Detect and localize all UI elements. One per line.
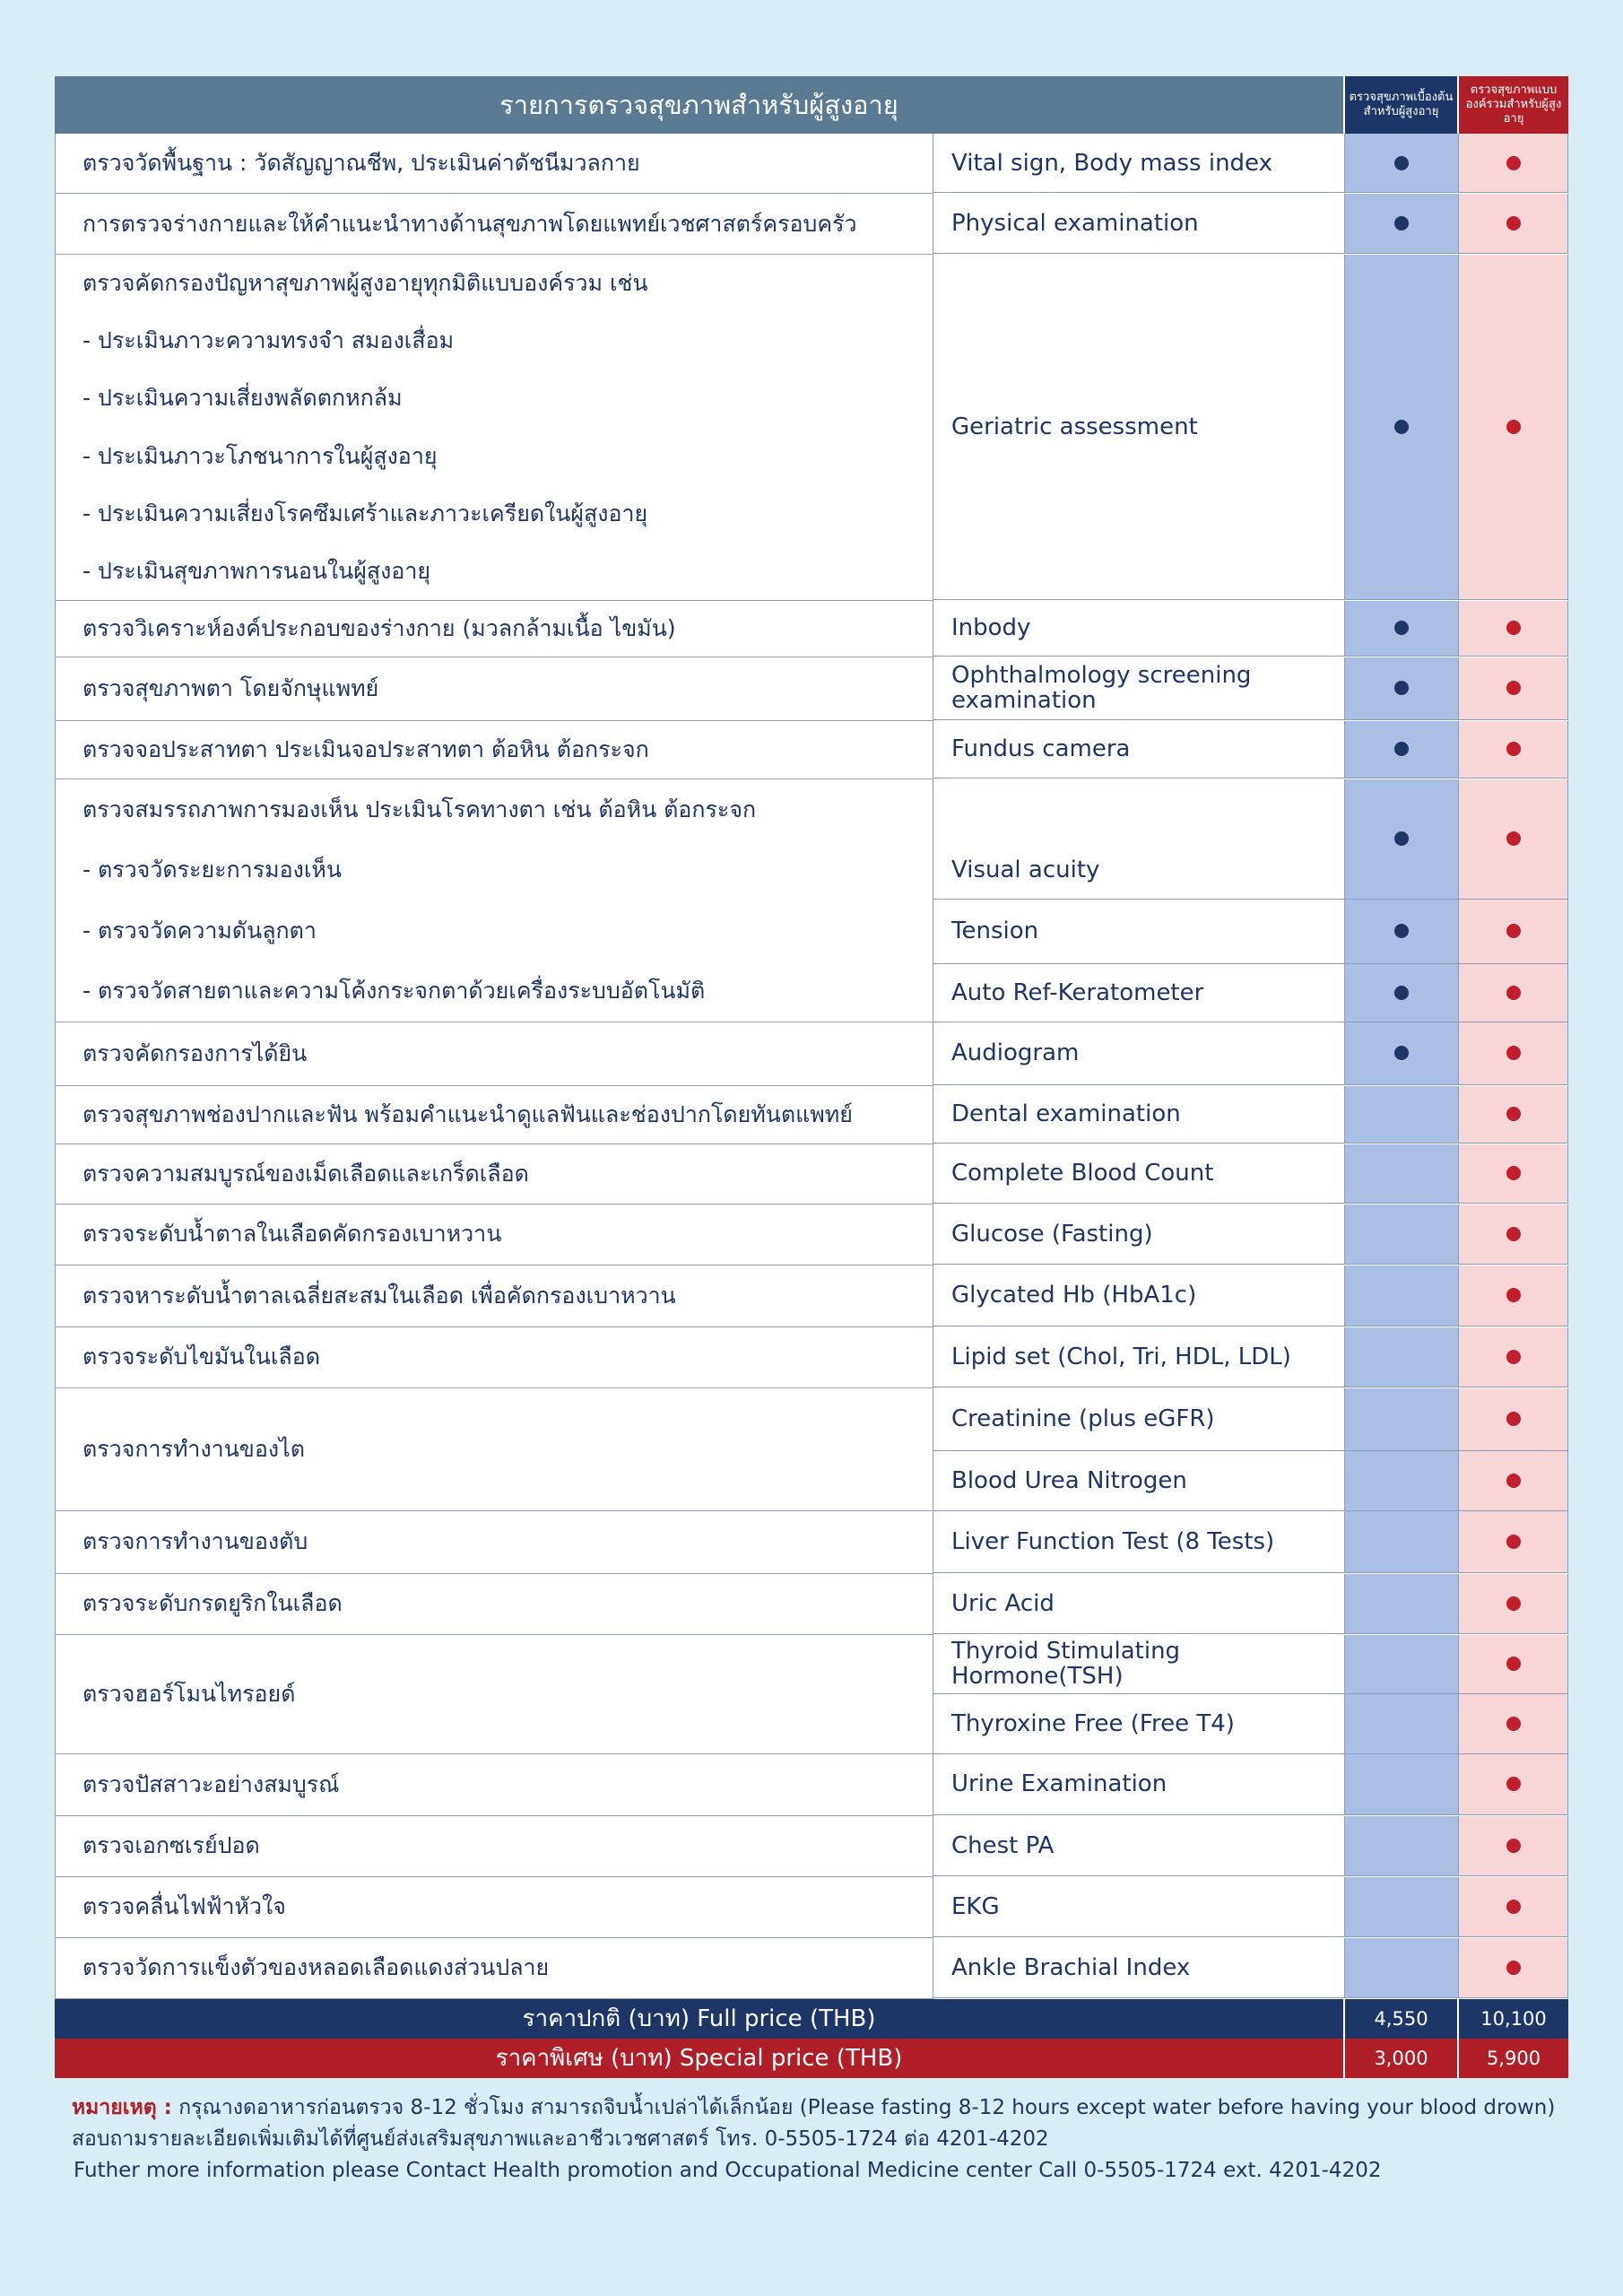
basic-included-dot bbox=[1394, 681, 1409, 695]
comprehensive-included-dot bbox=[1506, 1412, 1521, 1426]
item-thai-line: ตรวจคัดกรองการได้ยิน bbox=[82, 1039, 308, 1066]
item-thai bbox=[55, 721, 933, 779]
basic-cell bbox=[1345, 1574, 1459, 1634]
full-price-comprehensive: 10,100 bbox=[1459, 1999, 1568, 2039]
comprehensive-included-dot bbox=[1506, 1046, 1521, 1060]
item-thai bbox=[55, 134, 933, 194]
comprehensive-included-dot bbox=[1506, 1288, 1521, 1302]
checkup-table bbox=[55, 76, 1568, 2078]
comprehensive-cell bbox=[1459, 194, 1568, 254]
comprehensive-cell bbox=[1459, 721, 1568, 778]
item-thai bbox=[55, 1022, 933, 1086]
item-thai bbox=[55, 1144, 933, 1205]
item-thai-line: ตรวจเอกซเรย์ปอด bbox=[82, 1832, 260, 1859]
special-price-basic: 3,000 bbox=[1345, 2039, 1459, 2078]
comprehensive-included-dot bbox=[1506, 1717, 1521, 1731]
basic-cell bbox=[1345, 194, 1459, 254]
comprehensive-cell bbox=[1459, 1451, 1568, 1511]
comprehensive-included-dot bbox=[1506, 681, 1521, 695]
basic-included-dot bbox=[1394, 156, 1409, 170]
item-english: Liver Function Test (8 Tests) bbox=[933, 1511, 1345, 1573]
comprehensive-included-dot bbox=[1506, 986, 1521, 1000]
comprehensive-cell bbox=[1459, 1022, 1568, 1085]
basic-included-dot bbox=[1394, 1046, 1409, 1060]
item-english: Lipid set (Chol, Tri, HDL, LDL) bbox=[933, 1327, 1345, 1387]
comprehensive-cell bbox=[1459, 1327, 1568, 1387]
item-thai-line: - ประเมินภาวะโภชนาการในผู้สูงอายุ bbox=[82, 442, 438, 469]
item-thai bbox=[55, 657, 933, 721]
comprehensive-cell bbox=[1459, 134, 1568, 193]
fasting-note bbox=[72, 2092, 1578, 2124]
table-title: รายการตรวจสุขภาพสำหรับผู้สูงอายุ bbox=[55, 76, 1345, 134]
basic-cell bbox=[1345, 1388, 1459, 1451]
basic-cell bbox=[1345, 1816, 1459, 1876]
item-thai-line: ตรวจปัสสาวะอย่างสมบูรณ์ bbox=[82, 1770, 340, 1797]
basic-included-dot bbox=[1394, 621, 1409, 635]
comprehensive-included-dot bbox=[1506, 1350, 1521, 1364]
item-thai-line: ตรวจวัดพื้นฐาน : วัดสัญญาณชีพ, ประเมินค่าดัชนีมวลกาย bbox=[82, 150, 640, 176]
item-thai bbox=[55, 1816, 933, 1877]
comprehensive-included-dot bbox=[1506, 621, 1521, 635]
basic-cell bbox=[1345, 1694, 1459, 1754]
basic-cell bbox=[1345, 657, 1459, 720]
item-thai-line: ตรวจสมรรถภาพการมองเห็น ประเมินโรคทางตา เช่น ต้อหิน ต้อกระจก bbox=[82, 796, 757, 822]
comprehensive-cell bbox=[1459, 1086, 1568, 1144]
item-thai-line: - ตรวจวัดความดันลูกตา bbox=[82, 917, 317, 944]
comprehensive-cell bbox=[1459, 601, 1568, 657]
comprehensive-included-dot bbox=[1506, 742, 1521, 756]
notes bbox=[72, 2092, 1578, 2187]
basic-cell bbox=[1345, 134, 1459, 193]
comprehensive-cell bbox=[1459, 1877, 1568, 1937]
basic-cell bbox=[1345, 1511, 1459, 1573]
item-thai bbox=[55, 1205, 933, 1265]
item-english: Inbody bbox=[933, 601, 1345, 657]
basic-cell bbox=[1345, 721, 1459, 778]
comprehensive-included-dot bbox=[1506, 1596, 1521, 1611]
basic-cell bbox=[1345, 601, 1459, 657]
basic-cell bbox=[1345, 964, 1459, 1022]
item-english: Urine Examination bbox=[933, 1754, 1345, 1815]
comprehensive-included-dot bbox=[1506, 1474, 1521, 1488]
item-thai-line: ตรวจฮอร์โมนไทรอยด์ bbox=[82, 1680, 296, 1707]
item-thai bbox=[55, 1574, 933, 1635]
basic-cell bbox=[1345, 255, 1459, 600]
item-thai-line: - ตรวจวัดระยะการมองเห็น bbox=[82, 857, 342, 883]
comprehensive-cell bbox=[1459, 255, 1568, 600]
comprehensive-cell bbox=[1459, 1205, 1568, 1265]
comprehensive-included-dot bbox=[1506, 1900, 1521, 1914]
item-thai bbox=[55, 779, 933, 1022]
basic-cell bbox=[1345, 1086, 1459, 1144]
basic-cell bbox=[1345, 900, 1459, 964]
basic-cell bbox=[1345, 1451, 1459, 1511]
full-price-basic: 4,550 bbox=[1345, 1999, 1459, 2039]
remark-label: หมายเหตุ : bbox=[72, 2096, 172, 2119]
item-english: Fundus camera bbox=[933, 721, 1345, 778]
item-thai bbox=[55, 1265, 933, 1327]
basic-included-dot bbox=[1394, 742, 1409, 756]
comprehensive-included-dot bbox=[1506, 1535, 1521, 1549]
item-thai bbox=[55, 1635, 933, 1754]
comprehensive-included-dot bbox=[1506, 216, 1521, 230]
item-thai-line: ตรวจการทำงานของตับ bbox=[82, 1528, 308, 1555]
item-english: Thyroxine Free (Free T4) bbox=[933, 1694, 1345, 1754]
item-thai bbox=[55, 194, 933, 255]
item-english: Thyroid Stimulating Hormone(TSH) bbox=[933, 1635, 1345, 1694]
item-english: Glucose (Fasting) bbox=[933, 1205, 1345, 1265]
item-thai-line: ตรวจหาระดับน้ำตาลเฉลี่ยสะสมในเลือด เพื่อคัดกรองเบาหวาน bbox=[82, 1282, 676, 1309]
basic-cell bbox=[1345, 1205, 1459, 1265]
item-thai-line: ตรวจจอประสาทตา ประเมินจอประสาทตา ต้อหิน ต้อกระจก bbox=[82, 735, 649, 762]
comprehensive-cell bbox=[1459, 1144, 1568, 1204]
item-english: Complete Blood Count bbox=[933, 1144, 1345, 1204]
basic-included-dot bbox=[1394, 831, 1409, 846]
comprehensive-cell bbox=[1459, 1574, 1568, 1634]
item-thai-line: ตรวจการทำงานของไต bbox=[82, 1435, 305, 1462]
item-thai-line: - ประเมินความเสี่ยงโรคซึมเศร้าและภาวะเครียดในผู้สูงอายุ bbox=[82, 500, 648, 526]
basic-cell bbox=[1345, 1635, 1459, 1694]
special-price-comprehensive: 5,900 bbox=[1459, 2039, 1568, 2078]
item-english: Dental examination bbox=[933, 1086, 1345, 1144]
basic-cell bbox=[1345, 779, 1459, 900]
item-english: Ankle Brachial Index bbox=[933, 1938, 1345, 1998]
item-english: Audiogram bbox=[933, 1022, 1345, 1085]
comprehensive-cell bbox=[1459, 1938, 1568, 1998]
remark-text: กรุณางดอาหารก่อนตรวจ 8-12 ชั่วโมง สามารถจิบน้ำเปล่าได้เล็กน้อย (Please fasting 8-12 hours except water before having your blood drown) bbox=[171, 2096, 1556, 2119]
item-thai-line: - ประเมินภาวะความทรงจำ สมองเสื่อม bbox=[82, 327, 455, 354]
comprehensive-cell bbox=[1459, 1511, 1568, 1573]
comprehensive-cell bbox=[1459, 1694, 1568, 1754]
item-english: Blood Urea Nitrogen bbox=[933, 1451, 1345, 1511]
comprehensive-cell bbox=[1459, 1388, 1568, 1451]
comprehensive-cell bbox=[1459, 900, 1568, 964]
item-thai bbox=[55, 1388, 933, 1511]
basic-cell bbox=[1345, 1754, 1459, 1815]
item-english: Ophthalmology screening examination bbox=[933, 657, 1345, 720]
item-english: Glycated Hb (HbA1c) bbox=[933, 1265, 1345, 1326]
comprehensive-cell bbox=[1459, 657, 1568, 720]
basic-included-dot bbox=[1394, 420, 1409, 434]
contact-english: Futher more information please Contact Health promotion and Occupational Medicine center Call 0-5505-1724 ext. 4201-4202 bbox=[74, 2159, 1382, 2182]
item-thai-line: ตรวจคัดกรองปัญหาสุขภาพผู้สูงอายุทุกมิติแบบองค์รวม เช่น bbox=[82, 270, 648, 297]
basic-package-header: ตรวจสุขภาพเบื้องต้นสำหรับผู้สูงอายุ bbox=[1345, 76, 1459, 134]
comprehensive-cell bbox=[1459, 1754, 1568, 1815]
item-thai-line: ตรวจวัดการแข็งตัวของหลอดเลือดแดงส่วนปลาย bbox=[82, 1954, 550, 1981]
item-thai-line: ตรวจคลื่นไฟฟ้าหัวใจ bbox=[82, 1893, 286, 1920]
comprehensive-included-dot bbox=[1506, 1777, 1521, 1791]
item-english: Chest PA bbox=[933, 1816, 1345, 1876]
item-english: Creatinine (plus eGFR) bbox=[933, 1388, 1345, 1451]
item-english: Visual acuity bbox=[933, 779, 1345, 900]
item-thai-line: - ประเมินความเสี่ยงพลัดตกหกล้ม bbox=[82, 385, 403, 412]
special-price-label: ราคาพิเศษ (บาท) Special price (THB) bbox=[55, 2039, 1345, 2078]
item-english: Geriatric assessment bbox=[933, 255, 1345, 600]
item-thai-line: ตรวจวิเคราะห์องค์ประกอบของร่างกาย (มวลกล้ามเนื้อ ไขมัน) bbox=[82, 614, 676, 641]
comprehensive-included-dot bbox=[1506, 1166, 1521, 1180]
comprehensive-cell bbox=[1459, 1816, 1568, 1876]
item-thai bbox=[55, 1754, 933, 1816]
full-price-label: ราคาปกติ (บาท) Full price (THB) bbox=[55, 1999, 1345, 2039]
item-english: Vital sign, Body mass index bbox=[933, 134, 1345, 193]
item-thai-line: ตรวจระดับกรดยูริกในเลือด bbox=[82, 1590, 343, 1617]
item-thai-line: - ตรวจวัดสายตาและความโค้งกระจกตาด้วยเครื่องระบบอัตโนมัติ bbox=[82, 978, 706, 1004]
item-thai-line: การตรวจร่างกายและให้คำแนะนำทางด้านสุขภาพโดยแพทย์เวชศาสตร์ครอบครัว bbox=[82, 210, 857, 237]
basic-included-dot bbox=[1394, 924, 1409, 938]
comprehensive-included-dot bbox=[1506, 420, 1521, 434]
comprehensive-cell bbox=[1459, 964, 1568, 1022]
basic-included-dot bbox=[1394, 216, 1409, 230]
comprehensive-included-dot bbox=[1506, 1961, 1521, 1975]
item-thai bbox=[55, 1938, 933, 1999]
item-english: Auto Ref-Keratometer bbox=[933, 964, 1345, 1022]
comprehensive-included-dot bbox=[1506, 924, 1521, 938]
comprehensive-cell bbox=[1459, 779, 1568, 900]
item-thai-line: ตรวจสุขภาพตา โดยจักษุแพทย์ bbox=[82, 674, 379, 701]
item-thai bbox=[55, 1511, 933, 1574]
comprehensive-included-dot bbox=[1506, 156, 1521, 170]
comprehensive-included-dot bbox=[1506, 1839, 1521, 1853]
basic-cell bbox=[1345, 1938, 1459, 1998]
item-english: EKG bbox=[933, 1877, 1345, 1937]
basic-cell bbox=[1345, 1265, 1459, 1326]
item-thai-line: ตรวจระดับน้ำตาลในเลือดคัดกรองเบาหวาน bbox=[82, 1221, 502, 1248]
item-thai-line: ตรวจระดับไขมันในเลือด bbox=[82, 1344, 320, 1370]
comprehensive-included-dot bbox=[1506, 1227, 1521, 1241]
basic-cell bbox=[1345, 1327, 1459, 1387]
comprehensive-included-dot bbox=[1506, 1107, 1521, 1121]
item-thai bbox=[55, 1086, 933, 1144]
comprehensive-included-dot bbox=[1506, 1657, 1521, 1671]
item-thai-line: - ประเมินสุขภาพการนอนในผู้สูงอายุ bbox=[82, 557, 431, 584]
contact-thai: สอบถามรายละเอียดเพิ่มเติมได้ที่ศูนย์ส่งเสริมสุขภาพและอาชีวเวชศาสตร์ โทร. 0-5505-1724 ต่อ 4201-4202 bbox=[72, 2127, 1049, 2151]
basic-cell bbox=[1345, 1022, 1459, 1085]
item-english: Physical examination bbox=[933, 194, 1345, 254]
comprehensive-cell bbox=[1459, 1265, 1568, 1326]
comprehensive-package-header: ตรวจสุขภาพแบบองค์รวมสำหรับผู้สูงอายุ bbox=[1459, 76, 1568, 134]
basic-cell bbox=[1345, 1144, 1459, 1204]
item-thai-line: ตรวจความสมบูรณ์ของเม็ดเลือดและเกร็ดเลือด bbox=[82, 1160, 529, 1187]
item-thai bbox=[55, 601, 933, 657]
comprehensive-cell bbox=[1459, 1635, 1568, 1694]
comprehensive-included-dot bbox=[1506, 831, 1521, 846]
item-thai bbox=[55, 255, 933, 601]
item-english: Tension bbox=[933, 900, 1345, 964]
basic-included-dot bbox=[1394, 986, 1409, 1000]
basic-cell bbox=[1345, 1877, 1459, 1937]
item-english: Uric Acid bbox=[933, 1574, 1345, 1634]
item-thai bbox=[55, 1327, 933, 1388]
item-thai bbox=[55, 1877, 933, 1938]
item-thai-line: ตรวจสุขภาพช่องปากและฟัน พร้อมคำแนะนำดูแลฟันและช่องปากโดยทันตแพทย์ bbox=[82, 1100, 853, 1127]
